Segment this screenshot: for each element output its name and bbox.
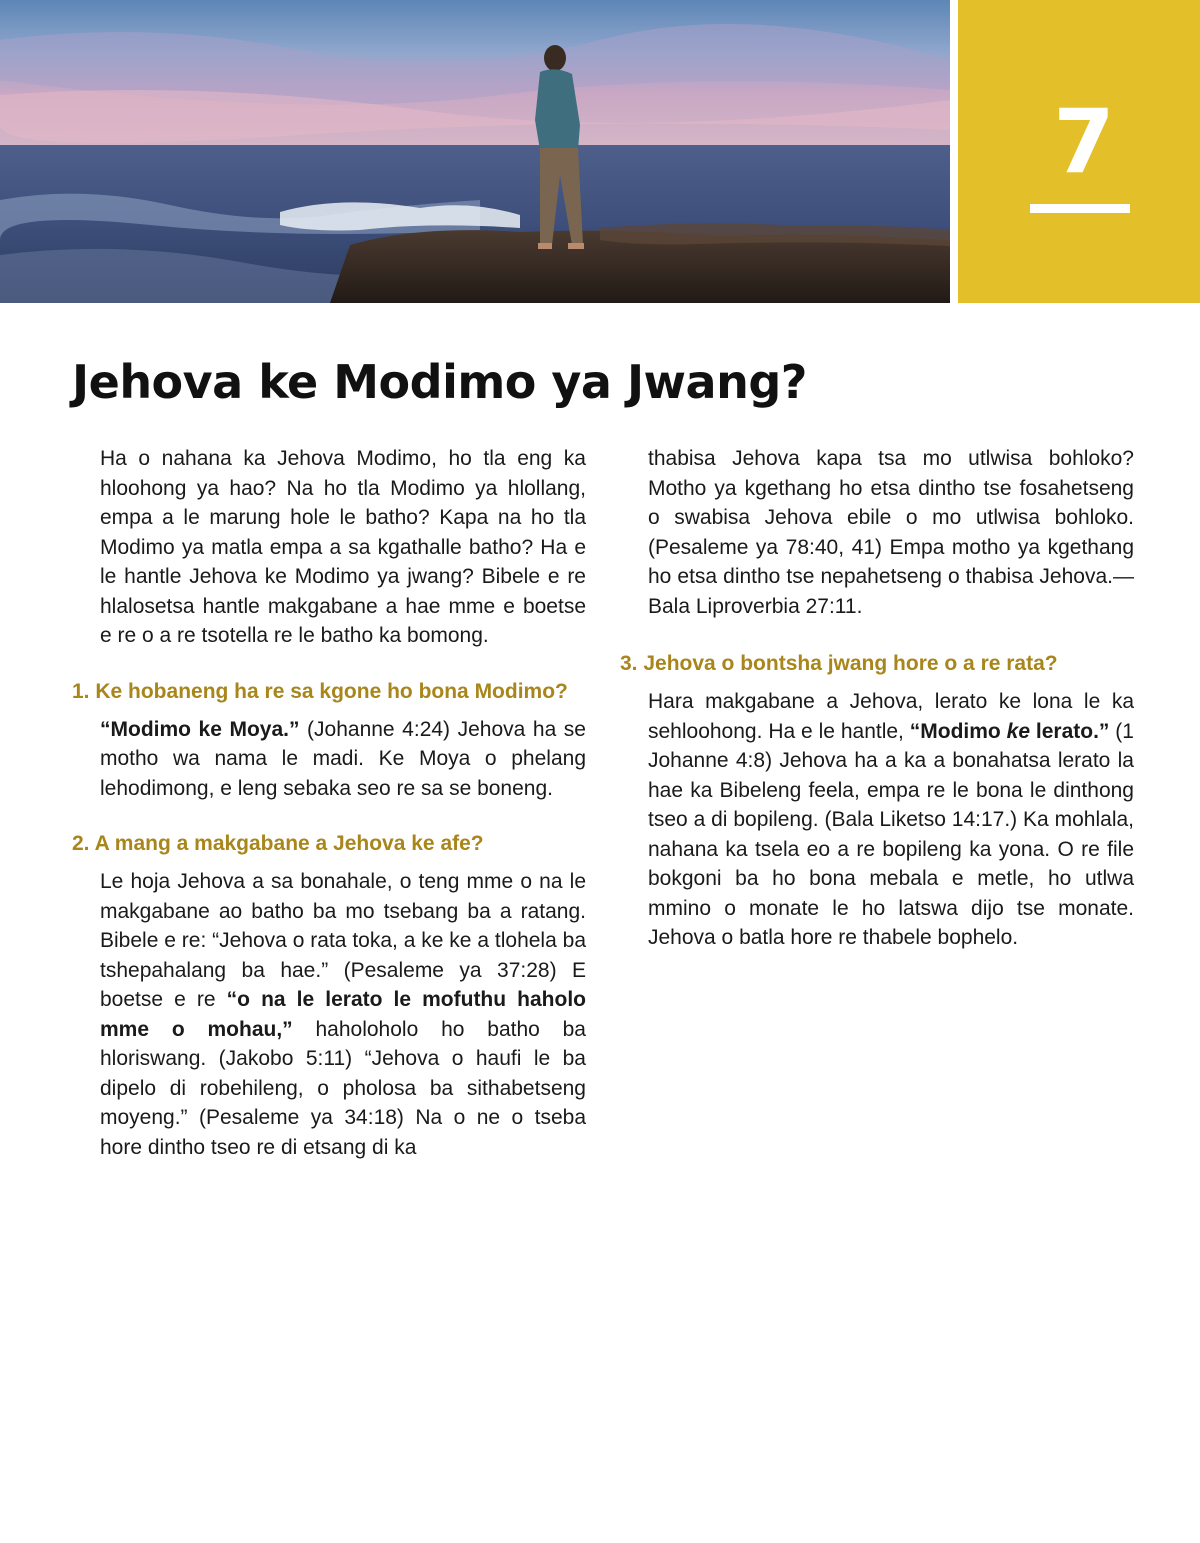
- right-column: [620, 444, 1134, 953]
- intro-paragraph: Ha o nahana ka Jehova Modimo, ho tla eng ka hloohong ya hao? Na ho tla Modimo ya hlollang, empa a le marung hole le batho? Kapa na ho tla Modimo ya matla empa a sa kgathalle batho? Ha e le hantle Jehova ke Modimo ya jwang? Bibele e re hlalosetsa hantle makgabane a hae mme e boetse e re o a re tsotella re le batho ka bomong.: [100, 447, 586, 647]
- question-3-heading: 3. Jehova o bontsha jwang hore o a re rata?: [620, 652, 1058, 675]
- answer-3-paragraph: [648, 687, 1134, 953]
- left-column: [72, 444, 586, 1162]
- answer-1-text: (Johanne 4:24) Jehova ha se motho wa nama le madi. Ke Moya o phelang lehodimong, e leng sebaka seo re sa se boneng.: [100, 717, 586, 800]
- answer-3-text-2: (1 Johanne 4:8) Jehova ha a ka a bonahatsa lerato la hae ka Bibeleng feela, empa re le bona le dinthong tseo a di bopileng. (Bala Liketso 14:17.) Ka mohlala, nahana ka tsela eo a re bopileng ka yona. O re file bokgoni ba ho bona mebala e metle, ho utlwa mmino o monate le ho latswa dijo tse monate. Jehova o batla hore re thabele bophelo.: [648, 719, 1134, 949]
- answer-2-paragraph: [100, 867, 586, 1162]
- answer-3-bold-1: “Modimo: [909, 719, 1007, 743]
- answer-3-text-1: Hara makgabane a Jehova, lerato ke lona le ka sehloohong. Ha e le hantle,: [648, 690, 1134, 743]
- question-1-heading: 1. Ke hobaneng ha re sa kgone ho bona Modimo?: [72, 679, 568, 703]
- chapter-number: 7: [1053, 90, 1115, 193]
- answer-3-bold-2: lerato.”: [1030, 719, 1110, 743]
- answer-2-bold-quote: “o na le lerato le mofuthu haholo mme o mohau,”: [100, 988, 586, 1041]
- answer-2-text-2: haholoholo ho batho ba hloriswang. (Jakobo 5:11) “Jehova o haufi le ba dipelo di robehileng, o pholosa ba sithabetseng moyeng.” (Pesaleme ya 34:18) Na o ne o tseba hore dintho tseo re di etsang di ka: [100, 1017, 586, 1159]
- question-2-heading: 2. A mang a makgabane a Jehova ke afe?: [72, 832, 484, 855]
- hero-photo: [0, 0, 950, 303]
- answer-2-continuation: thabisa Jehova kapa tsa mo utlwisa bohloko? Motho ya kgethang ho etsa dintho tse fosahetseng o swabisa Jehova ebile o mo utlwisa bohloko. (Pesaleme ya 78:40, 41) Empa motho ya kgethang ho etsa dintho tse nepahetseng o thabisa Jehova.—Bala Liproverbia 27:11.: [648, 447, 1134, 618]
- answer-2-text-1: Le hoja Jehova a sa bonahale, o teng mme o na le makgabane ao batho ba mo tsebang ba a ratang. Bibele e re: “Jehova o rata toka, a ke ke a tlohela ba tshepahalang ba hae.” (Pesaleme ya 37:28) E boetse e re: [100, 870, 586, 1011]
- answer-3-bold-italic: ke: [1006, 719, 1031, 743]
- answer-1-bold-quote: “Modimo ke Moya.”: [100, 717, 300, 741]
- man-by-sea-image: [0, 0, 950, 303]
- chapter-badge: [958, 0, 1200, 303]
- page-title: Jehova ke Modimo ya Jwang?: [72, 355, 807, 409]
- answer-1-paragraph: [100, 715, 586, 804]
- chapter-underline: [1030, 204, 1130, 213]
